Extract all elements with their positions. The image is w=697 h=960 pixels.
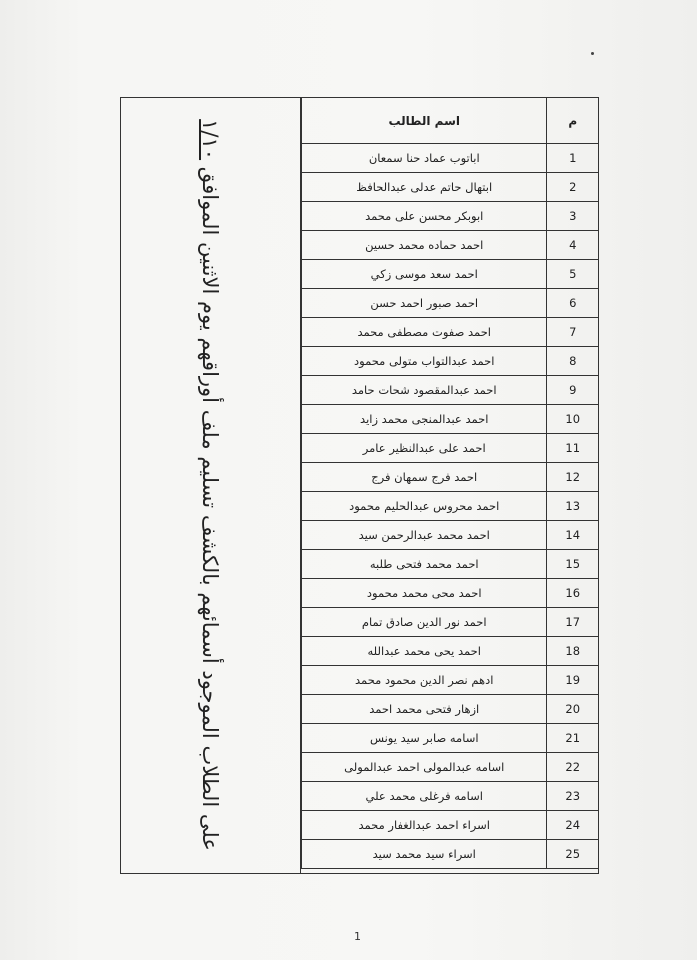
- page-number: 1: [354, 930, 361, 943]
- row-number-cell: 18: [547, 637, 599, 666]
- student-name-cell: ابتهال حاتم عدلى عبدالحافظ: [302, 173, 547, 202]
- table-row: [302, 463, 599, 492]
- row-number-cell: 1: [547, 144, 599, 173]
- row-number-cell: 2: [547, 173, 599, 202]
- student-name-cell: احمد على عبدالنظير عامر: [302, 434, 547, 463]
- student-name-cell: احمد عبدالمنجى محمد زايد: [302, 405, 547, 434]
- student-name-cell: احمد صبور احمد حسن: [302, 289, 547, 318]
- table-header-row: [302, 98, 599, 144]
- student-name-cell: احمد سعد موسى زكي: [302, 260, 547, 289]
- student-name-cell: احمد عبدالمقصود شحات حامد: [302, 376, 547, 405]
- student-name-cell: احمد محمد عبدالرحمن سيد: [302, 521, 547, 550]
- table-row: [302, 724, 599, 753]
- table-row: [302, 782, 599, 811]
- table-row: [302, 521, 599, 550]
- notice-main: على الطلاب الموجود أسمائهم بالكشف تسليم ملف أوراقهم يوم الاثنين الموافق: [198, 160, 222, 851]
- notice-text: [198, 119, 222, 851]
- row-number-cell: 3: [547, 202, 599, 231]
- student-name-cell: احمد نور الدين صادق تمام: [302, 608, 547, 637]
- table-row: [302, 260, 599, 289]
- student-name-cell: احمد حماده محمد حسين: [302, 231, 547, 260]
- student-name-cell: اسامه فرغلى محمد علي: [302, 782, 547, 811]
- row-number-cell: 8: [547, 347, 599, 376]
- row-number-cell: 6: [547, 289, 599, 318]
- table-row: [302, 753, 599, 782]
- table-body: [302, 144, 599, 869]
- row-number-cell: 5: [547, 260, 599, 289]
- table-row: [302, 405, 599, 434]
- student-name-cell: احمد فرج سمهان فرج: [302, 463, 547, 492]
- row-number-cell: 15: [547, 550, 599, 579]
- student-name-cell: احمد محى محمد محمود: [302, 579, 547, 608]
- table-row: [302, 695, 599, 724]
- table-row: [302, 144, 599, 173]
- student-name-cell: احمد محمد فتحى طلبه: [302, 550, 547, 579]
- table-row: [302, 550, 599, 579]
- header-number: م: [547, 98, 599, 144]
- students-table: [301, 97, 599, 869]
- table-row: [302, 434, 599, 463]
- row-number-cell: 23: [547, 782, 599, 811]
- student-name-cell: احمد محروس عبدالحليم محمود: [302, 492, 547, 521]
- student-name-cell: ادهم نصر الدين محمود محمد: [302, 666, 547, 695]
- table-row: [302, 637, 599, 666]
- row-number-cell: 12: [547, 463, 599, 492]
- table-row: [302, 608, 599, 637]
- student-name-cell: ابوبكر محسن على محمد: [302, 202, 547, 231]
- row-number-cell: 9: [547, 376, 599, 405]
- table-row: [302, 579, 599, 608]
- table-row: [302, 173, 599, 202]
- table-row: [302, 666, 599, 695]
- row-number-cell: 19: [547, 666, 599, 695]
- student-name-cell: اسراء احمد عبدالغفار محمد: [302, 811, 547, 840]
- student-name-cell: اباتوب عماد حنا سمعان: [302, 144, 547, 173]
- student-name-cell: اسامه صابر سيد يونس: [302, 724, 547, 753]
- table-row: [302, 231, 599, 260]
- student-name-cell: اسراء سيد محمد سيد: [302, 840, 547, 869]
- row-number-cell: 16: [547, 579, 599, 608]
- row-number-cell: 22: [547, 753, 599, 782]
- table-row: [302, 202, 599, 231]
- row-number-cell: 11: [547, 434, 599, 463]
- row-number-cell: 7: [547, 318, 599, 347]
- row-number-cell: 17: [547, 608, 599, 637]
- table-row: [302, 318, 599, 347]
- row-number-cell: 14: [547, 521, 599, 550]
- speck-mark: [591, 52, 594, 55]
- student-name-cell: احمد يحى محمد عبدالله: [302, 637, 547, 666]
- table-row: [302, 840, 599, 869]
- row-number-cell: 25: [547, 840, 599, 869]
- student-name-cell: احمد صفوت مصطفى محمد: [302, 318, 547, 347]
- row-number-cell: 24: [547, 811, 599, 840]
- row-number-cell: 4: [547, 231, 599, 260]
- table-row: [302, 347, 599, 376]
- table-row: [302, 376, 599, 405]
- table-row: [302, 811, 599, 840]
- row-number-cell: 20: [547, 695, 599, 724]
- row-number-cell: 21: [547, 724, 599, 753]
- student-name-cell: ازهار فتحى محمد احمد: [302, 695, 547, 724]
- row-number-cell: 13: [547, 492, 599, 521]
- student-name-cell: احمد عبدالتواب متولى محمود: [302, 347, 547, 376]
- header-student-name: اسم الطالب: [302, 98, 547, 144]
- notice-date: ١/١٠: [198, 119, 222, 161]
- row-number-cell: 10: [547, 405, 599, 434]
- student-name-cell: اسامه عبدالمولى احمد عبدالمولى: [302, 753, 547, 782]
- table-row: [302, 289, 599, 318]
- table-row: [302, 492, 599, 521]
